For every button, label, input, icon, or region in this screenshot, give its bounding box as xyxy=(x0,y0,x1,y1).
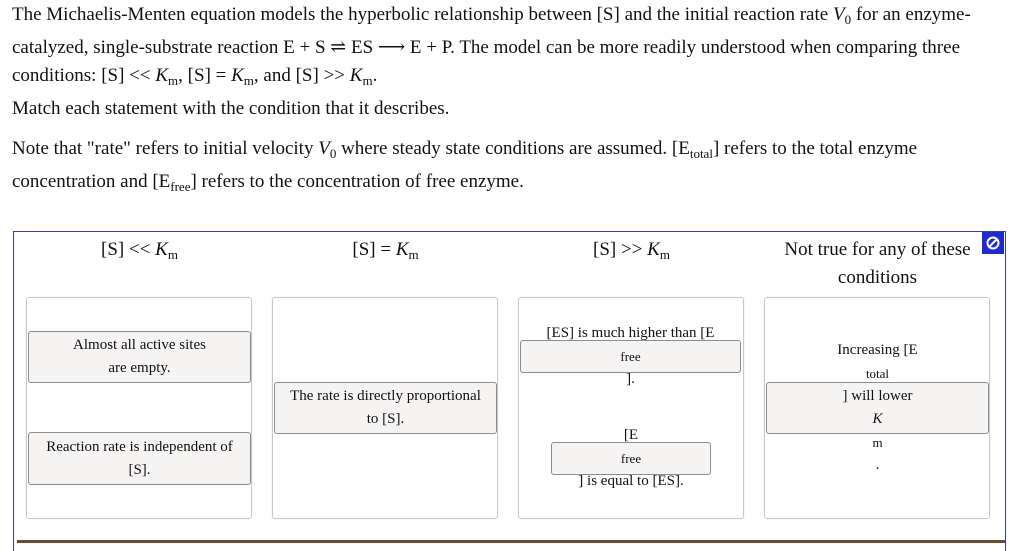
card-text xyxy=(578,424,683,493)
card-text-part: [ES] is much higher than [E xyxy=(546,325,715,341)
card-text-part: Increasing [E xyxy=(837,342,918,358)
v0-subscript: 0 xyxy=(329,146,337,161)
intro-text: The Michaelis-Menten equation models the hyperbolic relationship between [S] and the initial reaction rate xyxy=(12,4,833,25)
reset-glyph xyxy=(985,235,1001,251)
card-text-part: . xyxy=(875,457,880,473)
card-text xyxy=(837,339,917,408)
km-subscript: m xyxy=(243,73,254,88)
total-subscript: total xyxy=(689,146,713,161)
note-text: where steady state conditions are assumed. [E xyxy=(336,138,690,159)
column-header-s-less-than-km xyxy=(17,236,262,269)
card-text: to [S]. xyxy=(366,411,405,427)
header-text: [S] << xyxy=(101,239,156,260)
note-text: Note that "rate" refers to initial velocity xyxy=(12,138,319,159)
v0-symbol: V xyxy=(832,4,845,25)
km-subscript: m xyxy=(167,247,178,262)
km-symbol: K xyxy=(395,239,409,260)
card-text xyxy=(547,322,715,391)
km-symbol: K xyxy=(155,239,168,260)
v0-symbol: V xyxy=(318,138,330,159)
card-text: [S]. xyxy=(128,461,151,478)
km-subscript: m xyxy=(659,247,670,262)
note-text: ] refers to the total enzyme concentration and [E xyxy=(12,138,918,192)
km-symbol: K xyxy=(349,65,363,86)
km-subscript: m xyxy=(168,73,179,88)
intro-paragraph-1 xyxy=(12,1,1002,95)
card-text: are empty. xyxy=(108,360,171,376)
km-symbol: K xyxy=(155,65,169,86)
free-subscript: free xyxy=(620,349,641,364)
card-text-part: ] is equal to [ES]. xyxy=(578,473,684,489)
column-header-s-greater-than-km xyxy=(509,236,754,269)
free-subscript: free xyxy=(620,451,642,466)
free-subscript: free xyxy=(170,179,191,194)
km-subscript: m xyxy=(362,73,373,88)
card-text-part: [E xyxy=(623,427,639,443)
intro-text: . xyxy=(372,65,378,86)
column-header-s-equals-km xyxy=(263,236,508,269)
km-symbol: K xyxy=(231,65,244,86)
km-symbol: K xyxy=(872,411,883,427)
card-etotal-lowers-km[interactable] xyxy=(766,342,989,473)
intro-text: for an enzyme-catalyzed, single-substrate reaction E + S ⇌ ES ⟶ E + P. The model can be more readily understood when comparing three conditions: [S] << xyxy=(12,4,971,86)
km-symbol: K xyxy=(647,239,660,260)
note-text: ] refers to the concentration of free enzyme. xyxy=(190,171,524,192)
km-subscript: m xyxy=(872,435,883,450)
board-bottom-rule xyxy=(17,540,1005,543)
card-text: Reaction rate is independent of xyxy=(46,438,233,455)
total-subscript: total xyxy=(865,366,890,381)
km-subscript: m xyxy=(408,247,419,262)
card-text-part: ]. xyxy=(626,371,635,387)
card-text xyxy=(872,408,882,477)
card-es-higher-than-efree[interactable] xyxy=(520,325,741,387)
card-text: Almost all active sites xyxy=(73,337,206,353)
intro-text: , [S] = xyxy=(178,65,232,86)
card-efree-equals-es[interactable] xyxy=(551,427,711,489)
card-active-sites-empty[interactable] xyxy=(28,331,251,383)
card-rate-proportional[interactable] xyxy=(274,382,497,434)
card-text-part: ] will lower xyxy=(842,388,913,404)
note-paragraph xyxy=(12,135,1002,201)
instruction-paragraph: Match each statement with the condition that it describes. xyxy=(12,98,450,119)
intro-text: , and [S] >> xyxy=(253,65,350,86)
card-rate-independent[interactable] xyxy=(28,432,251,485)
card-text: The rate is directly proportional xyxy=(290,388,481,404)
column-header-not-true: Not true for any of these conditions xyxy=(784,239,971,288)
reset-icon[interactable] xyxy=(982,232,1004,254)
header-text: [S] = xyxy=(352,239,396,260)
header-text: [S] >> xyxy=(593,239,648,260)
v0-subscript: 0 xyxy=(844,12,852,27)
